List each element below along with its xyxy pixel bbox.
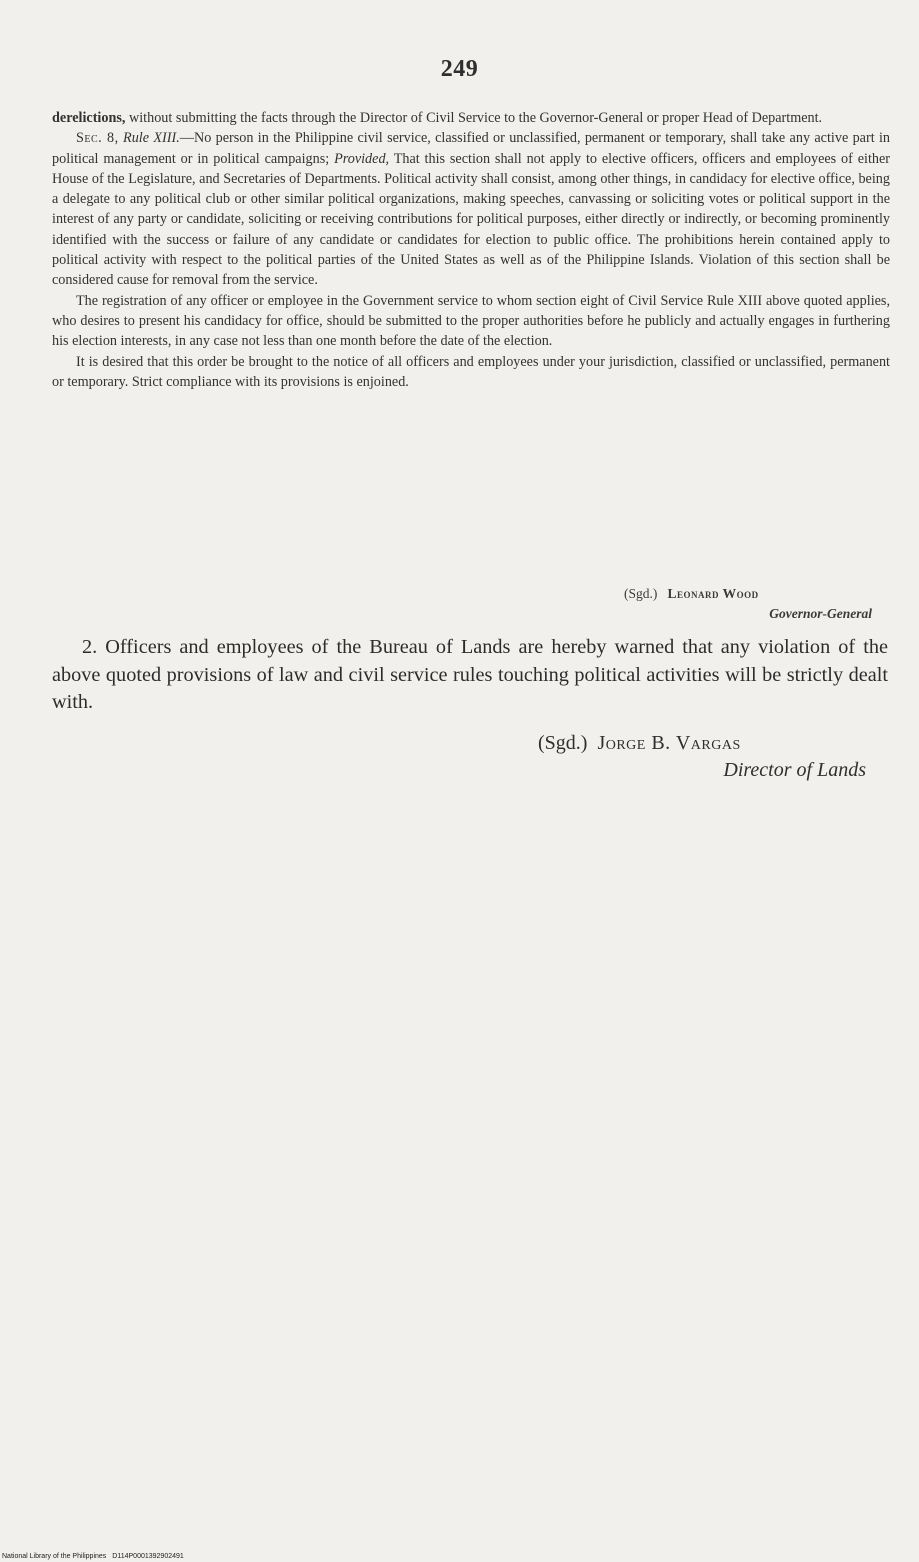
- registration-paragraph: The registration of any officer or employee in the Government service to whom section eight of Civil Service Rule XIII above quoted applies, who desires to present his candidacy for office, should be submitted to the proper authorities before he publicly and actually engages in furthering his election interests, in any case not less than one month before the date of the election.: [52, 292, 890, 350]
- continuation-paragraph: [52, 108, 890, 128]
- section-label: Sec. 8,: [76, 130, 119, 147]
- order-text-block: [52, 108, 890, 392]
- provided-label: Provided,: [334, 150, 390, 167]
- signature-wood-title: Governor-General: [769, 606, 872, 621]
- signature-vargas-sgd: (Sgd.): [538, 732, 588, 754]
- footer-library: National Library of the Philippines: [2, 1553, 107, 1560]
- section-8-text-2: That this section shall not apply to elective officers, officers and employees of either House of the Legislature, and Secretaries of Departments. Political activity shall consist, among other things, in candidacy for elective office, being a delegate to any political club or other similar political organizations, making speeches, canvassing or soliciting votes or political support in the interest of any party or candidate, soliciting or receiving contributions for political purposes, either directly or indirectly, or becoming prominently identified with the success or failure of any candidate or candidates for election to public office. The prohibitions herein contained apply to political activity with respect to the political parties of the United States as well as of the Philippine Islands. Violation of this section shall be considered cause for removal from the service.: [52, 150, 891, 289]
- signature-director-of-lands: [538, 730, 866, 784]
- paragraph-2: 2. Officers and employees of the Bureau of Lands are hereby warned that any violation of the above quoted provisions of law and civil service rules touching political activities will be strictly dealt with.: [52, 636, 888, 713]
- section-8-text-1: —No person in the Philippine civil service, classified or unclassified, permanent or temporary, shall take any active part in political management or in political campaigns;: [52, 130, 891, 167]
- signature-governor-general: [600, 584, 876, 624]
- signature-wood-sgd: (Sgd.): [624, 586, 658, 601]
- signature-vargas-line: [538, 730, 866, 757]
- continuation-text: without submitting the facts through the Director of Civil Service to the Governor-General or proper Head of Department.: [125, 110, 823, 126]
- footer-credit: [2, 1553, 184, 1560]
- footer-code: D114P0001392902491: [112, 1553, 184, 1560]
- signature-vargas-name: Jorge B. Vargas: [597, 732, 741, 754]
- signature-vargas-title: Director of Lands: [723, 759, 866, 781]
- compliance-paragraph: It is desired that this order be brought to the notice of all officers and employees under your jurisdiction, classified or unclassified, permanent or temporary. Strict compliance with its provisions is enjoined.: [52, 353, 890, 390]
- bureau-warning-block: [52, 634, 888, 717]
- signature-wood-line: [600, 584, 876, 604]
- signature-wood-name: Leonard Wood: [667, 586, 759, 601]
- section-8-paragraph: [52, 128, 890, 290]
- rule-label: Rule XIII.: [123, 130, 180, 147]
- continuation-lead: derelictions,: [52, 110, 126, 126]
- page-number: 249: [440, 56, 479, 82]
